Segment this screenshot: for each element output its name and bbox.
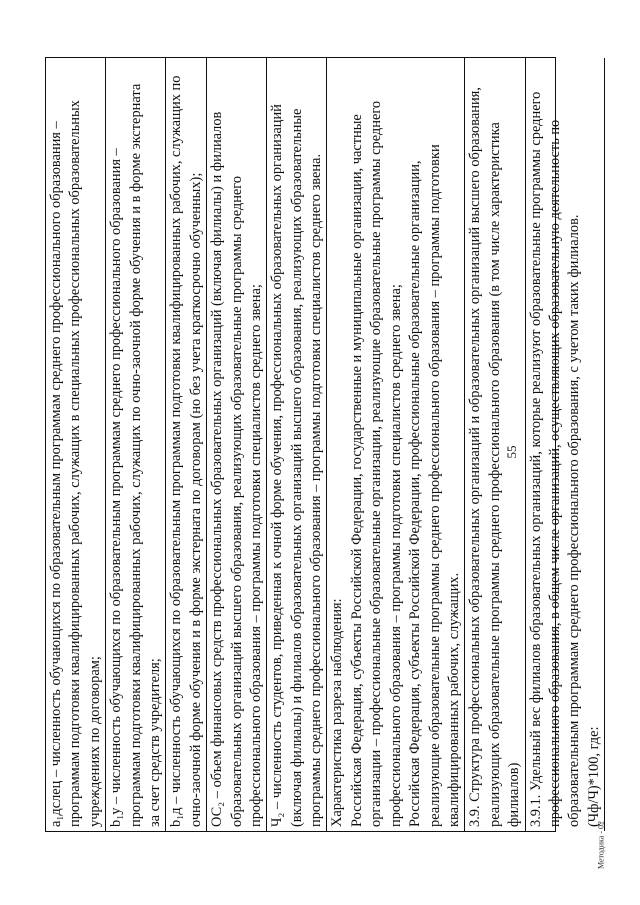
text-line: 3.9.1. Удельный вес филиалов образовательных организаций, которые реализуют образовательные программы среднего [527,91,544,827]
footer-label: Методика - 02 [596,820,606,870]
table-row [604,58,606,831]
text-line: b₁д – численность обучающихся по образовательным программам подготовки квалифицированных рабочих, служащих по [168,75,185,827]
text-line: организации – профессиональные образовательные организации, реализующие образовательные программы среднего [368,100,385,827]
text-line: филиалов) [506,762,523,827]
text-line: профессионального образования, в общем числе организаций, осуществляющих образовательную деятельность по [546,119,563,827]
page-number: 55 [504,445,519,459]
rotated-page-content [45,57,602,832]
table-row [206,58,266,831]
indicator-table [45,57,602,832]
table-row [326,58,464,831]
text-line: b₁у – численность обучающихся по образовательным программам среднего профессионального образования – [108,148,125,827]
text-line: реализующие образовательные программы среднего профессионального образования – программы подготовки [426,144,443,827]
text-line: программы среднего профессионального образования – программы подготовки специалистов среднего звена. [308,153,325,827]
table-row [464,58,524,831]
table-row [266,58,326,831]
table-row [525,58,604,831]
table-row [46,58,105,831]
text-line: Ч₂ – численность студентов, приведенная к очной форме обучения, профессиональных образовательных организаций [269,104,286,827]
text-line: образовательным программам среднего профессионального образования, с учетом таких филиалов. [566,214,583,827]
text-line: Российская Федерация, субъекты Российской Федерации, профессиональные образовательные организации, [407,160,424,827]
table-row [165,58,206,831]
text-line: образовательных организаций высшего образования, реализующих образовательные программы среднего [228,175,245,827]
text-line: программам подготовки квалифицированных рабочих, служащих в специальных профессиональных образовательных [67,100,84,827]
text-line: ОС₂ – объем финансовых средств профессиональных образовательных организаций (включая филиалы) и филиалов [209,111,226,827]
text-line: профессионального образования – программы подготовки специалистов среднего звена; [248,284,265,827]
text-line: Характеристика разреза наблюдения: [329,598,346,827]
text-line: реализующих образовательные программы среднего профессионального образования (в том числе характеристика [486,122,503,827]
text-line: Российская Федерация, субъекты Российской Федерации, государственные и муниципальные организации, частные [348,114,365,827]
text-line: а₁дслец – численность обучающихся по образовательным программам среднего профессионального образования – [48,121,64,827]
text-line: очно-заочной форме обучения и в форме экстерната по договорам (но без учета краткосрочно обученных); [187,172,204,827]
text-line: 3.9. Структура профессиональных образовательных организаций и образовательных организаций высшего образования, [467,87,484,827]
text-line: квалифицированных рабочих, служащих. [445,572,462,827]
text-line: программам подготовки квалифицированных рабочих, служащих по очно-заочной форме обучения и в форме экстерната [127,83,144,827]
text-line: учреждениях по договорам; [86,656,103,827]
text-line: (Чф/Ч)*100, где: [585,726,602,827]
text-line: (включая филиалы) и филиалов образовательных организаций высшего образования, реализующих образовательные [288,108,305,827]
table-row [105,58,165,831]
text-line: за счет средств учредителя; [147,658,164,827]
text-line: профессионального образования – программы подготовки специалистов среднего звена; [387,284,404,827]
